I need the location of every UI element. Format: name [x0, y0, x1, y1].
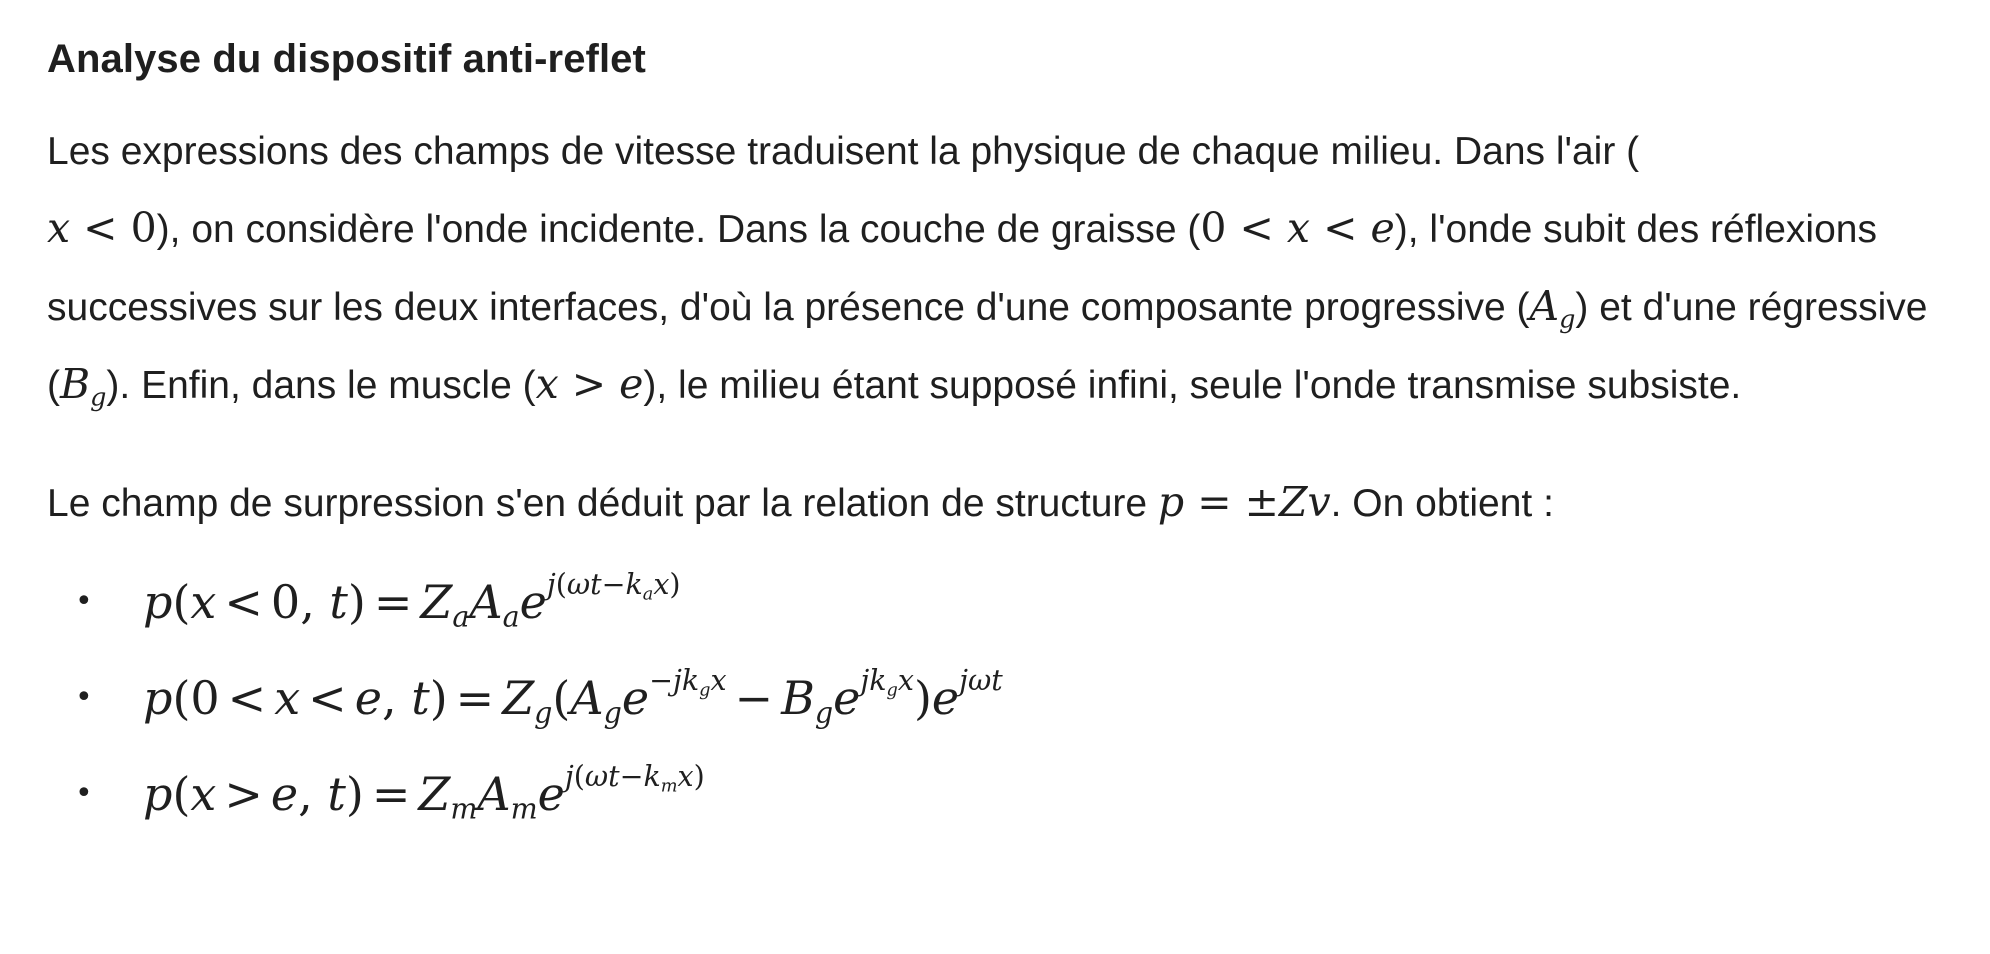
paragraph-text: Les expressions des champs de vitesse traduisent la physique de chaque milieu. Dans l'air (: [47, 130, 1640, 173]
equation-fat: p(0 < x < e, $t) = Z_g(A_ge^{-jk_gx} - B_ge^{jk_gx})e^{j\omega t}$: [143, 663, 1003, 730]
paragraph-text: ), le milieu étant supposé infini, seule l'onde transmise subsiste.: [643, 364, 1742, 407]
equation-muscle: p(x > e, $t) = Z_mA_me^{j(\omega t-k_mx)}$: [143, 759, 705, 826]
section-title: Analyse du dispositif anti-reflet: [47, 37, 646, 81]
paragraph-text: ), l'onde subit des réflexions successives sur les deux interfaces, d'où la présence d'une composante progressive (: [47, 208, 1877, 329]
paragraph-pressure-field: [47, 464, 1977, 542]
math-bg: $B_g$: [60, 360, 107, 412]
paragraph-velocity-fields: [47, 113, 1977, 424]
math-fat-domain: 0 < x < e: [1200, 204, 1395, 252]
paragraph-text: . On obtient :: [1330, 482, 1554, 525]
bullet-icon: •: [75, 680, 93, 715]
bullet-icon: •: [75, 584, 93, 619]
bullet-icon: •: [75, 776, 93, 811]
math-muscle-domain: x > e: [535, 360, 644, 408]
list-item: [47, 650, 1950, 746]
equation-air: p(x < 0, $t) = Z_aA_ae^{j(\omega t-k_ax)}$: [143, 567, 681, 634]
paragraph-text: ), on considère l'onde incidente. Dans la couche de graisse (: [156, 208, 1201, 251]
paragraph-text: ). Enfin, dans le muscle (: [106, 364, 536, 407]
equation-list: [47, 554, 1950, 842]
paragraph-text: ) et d'une régressive (: [47, 286, 1928, 407]
math-ag: $A_g$: [1529, 282, 1576, 334]
list-item: [47, 554, 1950, 650]
math-air-domain: x < 0: [47, 204, 157, 252]
math-structure-relation: p = ±Zv: [1157, 478, 1331, 526]
paragraph-text: Le champ de surpression s'en déduit par la relation de structure: [47, 482, 1158, 525]
list-item: [47, 746, 1950, 842]
